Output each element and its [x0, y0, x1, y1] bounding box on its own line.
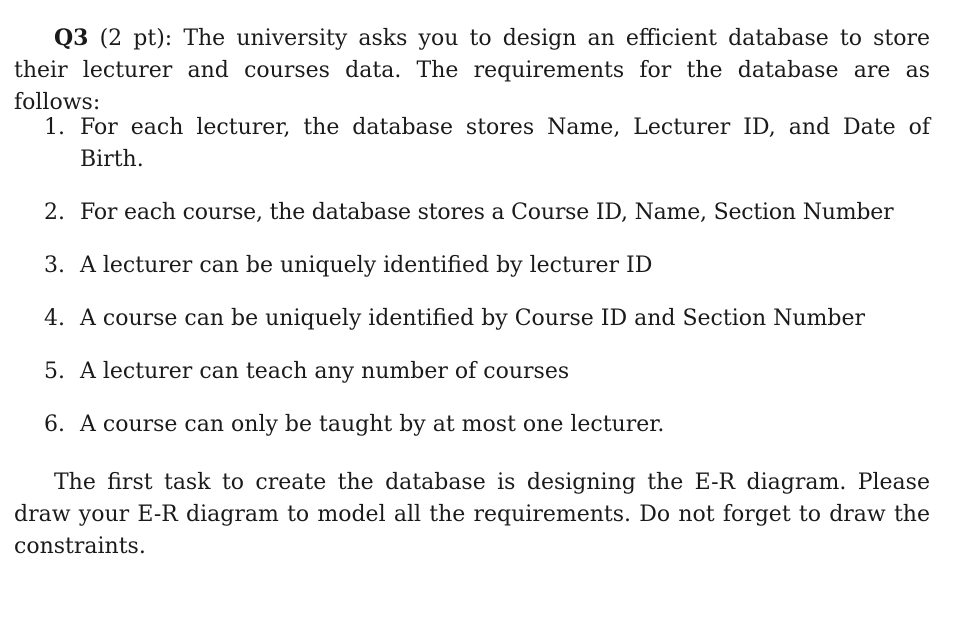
requirement-number: 6. — [44, 412, 65, 437]
requirement-number: 5. — [44, 359, 65, 384]
question-intro — [14, 22, 930, 119]
requirement-item — [0, 197, 930, 229]
task-text: The first task to create the database is designing the E-R diagram. Please draw your E-R diagram to model all the requirements. Do not forget to draw the constraints. — [14, 470, 930, 559]
requirements-list — [0, 112, 930, 462]
requirement-text: A lecturer can be uniquely identified by lecturer ID — [80, 253, 653, 278]
question-label: Q3 — [54, 25, 89, 51]
question-intro-text: The university asks you to design an efficient database to store their lecturer and courses data. The requirements for the database are as follows: — [14, 26, 930, 115]
requirement-item — [0, 250, 930, 282]
question-points: (2 pt): — [88, 26, 184, 51]
requirement-number: 1. — [44, 115, 65, 140]
requirement-item — [0, 356, 930, 388]
requirement-number: 3. — [44, 253, 65, 278]
requirement-item — [0, 409, 930, 441]
requirement-number: 2. — [44, 200, 65, 225]
requirement-text: A course can only be taught by at most one lecturer. — [80, 412, 665, 437]
requirement-number: 4. — [44, 306, 65, 331]
task-paragraph — [14, 467, 930, 563]
requirement-text: A lecturer can teach any number of courses — [80, 359, 570, 384]
requirement-text: For each course, the database stores a Course ID, Name, Section Number — [80, 200, 894, 225]
requirement-item — [0, 112, 930, 176]
requirement-item — [0, 303, 930, 335]
requirement-text: For each lecturer, the database stores Name, Lecturer ID, and Date of Birth. — [80, 115, 930, 172]
requirement-text: A course can be uniquely identified by Course ID and Section Number — [80, 306, 866, 331]
